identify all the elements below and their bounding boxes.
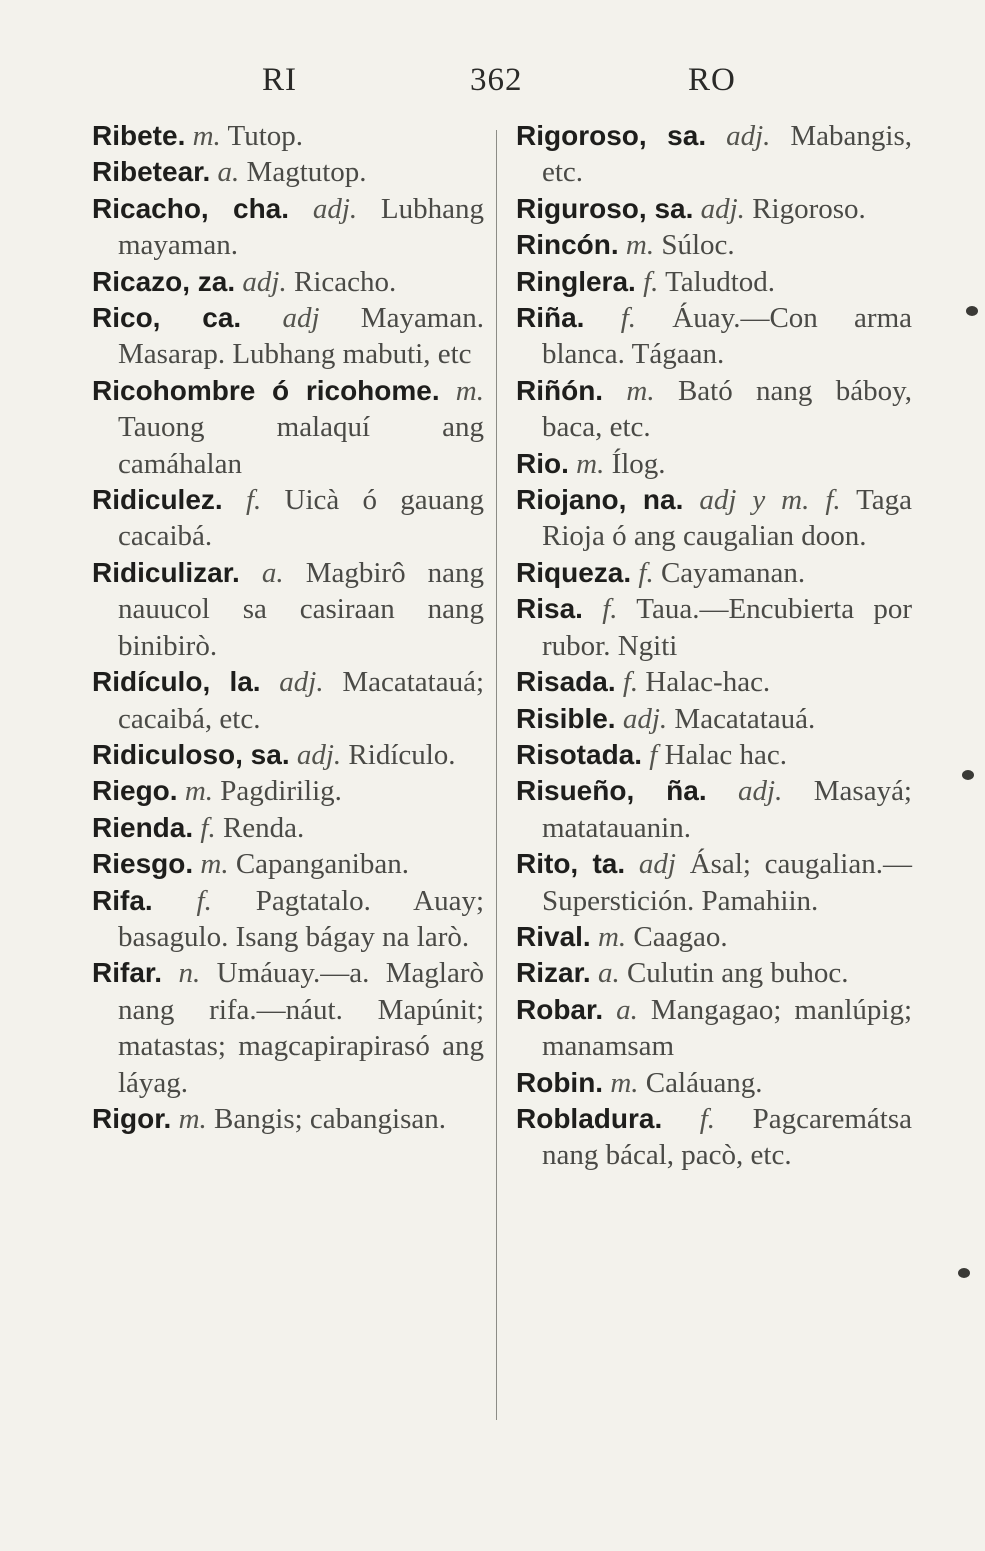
definition: Halac hac. (664, 738, 787, 771)
grammar-label: adj. (700, 192, 745, 225)
grammar-label: f. (699, 1102, 716, 1135)
headword: Ridiculoso, sa. (92, 738, 290, 770)
dictionary-entry (516, 846, 912, 919)
headword: Rigor. (92, 1102, 172, 1134)
dictionary-entry (516, 919, 912, 955)
dictionary-entry (516, 1065, 912, 1101)
margin-speck (966, 306, 978, 316)
definition: Pagcaremátsa nang bácal, pacò, etc. (542, 1102, 912, 1172)
definition: Pagtatalo. Auay; basagulo. Isang bágay na larò. (118, 884, 485, 953)
definition: Ásal; caugalian.—Superstición. Pamahiin. (542, 848, 912, 917)
headword: Ricacho, cha. (92, 192, 290, 224)
definition: Ricacho. (293, 265, 397, 298)
dictionary-entry (92, 300, 484, 373)
grammar-label: f (649, 738, 658, 771)
page-header (0, 62, 985, 112)
grammar-label: m. (192, 120, 221, 152)
grammar-label: adj y m. f. (699, 484, 841, 517)
headword: Rito, ta. (516, 848, 626, 880)
definition: Capanganiban. (235, 848, 409, 881)
headword: Rienda. (92, 811, 194, 843)
definition: Macatatauá. (674, 702, 816, 735)
dictionary-entry (92, 154, 484, 190)
definition: Taga Rioja ó ang caugalian doon. (542, 484, 912, 553)
definition: Bató nang báboy, baca, etc. (542, 374, 912, 444)
dictionary-entry (92, 737, 484, 773)
grammar-label: a. (217, 156, 240, 189)
definition: Ridículo. (348, 738, 456, 771)
definition: Lubhang mayaman. (118, 192, 485, 262)
dictionary-entry (516, 555, 912, 591)
dictionary-entry (92, 846, 484, 882)
grammar-label: adj (282, 302, 320, 335)
grammar-label: m. (184, 775, 214, 808)
dictionary-entry (516, 446, 912, 482)
grammar-label: adj. (242, 265, 287, 298)
definition: Uicà ó gauang cacaibá. (118, 484, 484, 553)
headword: Riñón. (516, 374, 604, 406)
headword: Ridiculez. (92, 484, 223, 516)
dictionary-entry (516, 191, 912, 227)
grammar-label: m. (626, 374, 655, 407)
headword: Rincón. (516, 229, 619, 261)
definition: Tutop. (227, 120, 304, 152)
grammar-label: m. (178, 1102, 207, 1135)
grammar-label: f. (643, 265, 659, 298)
margin-speck (958, 1268, 970, 1278)
headword: Robin. (516, 1066, 604, 1098)
headword: Rio. (516, 447, 569, 479)
grammar-label: adj. (279, 666, 324, 699)
definition: Mabangis, etc. (542, 120, 913, 189)
dictionary-entry (92, 555, 484, 664)
headword: Ribete. (92, 120, 186, 151)
dictionary-entry (516, 664, 912, 700)
grammar-label: f. (245, 484, 262, 517)
definition: Pagdirilig. (220, 775, 342, 808)
dictionary-entry (516, 955, 912, 991)
definition: Caagao. (633, 920, 728, 953)
dictionary-entry (516, 737, 912, 773)
dictionary-entry (516, 227, 912, 263)
headword: Rifar. (92, 957, 163, 989)
definition: Áuay.—Con arma blanca. Tágaan. (542, 302, 913, 371)
headword: Rival. (516, 920, 591, 952)
dictionary-entry (92, 810, 484, 846)
headword: Rigoroso, sa. (516, 120, 707, 151)
headword: Ridiculizar. (92, 556, 240, 588)
definition: Umáuay.—a. Maglarò nang rifa.—náut. Mapúnit; matastas; magcapirapirasó ang láyag. (118, 957, 485, 1099)
headword: Riña. (516, 302, 585, 334)
headword: Risueño, ña. (516, 775, 707, 807)
headword: Ricazo, za. (92, 265, 236, 297)
dictionary-entry (516, 300, 912, 373)
definition: Halac-hac. (645, 666, 771, 699)
definition: Mangagao; manlúpig; manamsam (542, 993, 912, 1063)
guide-word-right: RO (688, 62, 736, 98)
grammar-label: n. (178, 957, 201, 990)
headword: Ricohombre ó ricohome. (92, 374, 440, 406)
headword: Riesgo. (92, 848, 194, 880)
definition: Mayaman. Masarap. Lubhang mabuti, etc (118, 302, 484, 371)
headword: Robar. (516, 993, 604, 1025)
headword: Ringlera. (516, 265, 636, 297)
headword: Robladura. (516, 1102, 663, 1134)
definition: Súloc. (661, 229, 735, 262)
dictionary-entry (516, 373, 912, 446)
definition: Taludtod. (665, 265, 776, 298)
left-column (92, 118, 484, 1137)
definition: Tauong malaquí ang camáhalan (118, 411, 484, 480)
headword: Riego. (92, 775, 178, 807)
grammar-label: m. (597, 920, 627, 953)
definition: Bangis; cabangisan. (214, 1102, 446, 1135)
definition: Cayamanan. (660, 556, 806, 589)
headword: Riqueza. (516, 556, 632, 588)
definition: Culutin ang buhoc. (626, 957, 849, 990)
definition: Magbirô nang nauucol sa casiraan nang binibirò. (118, 556, 485, 662)
definition: Macatatauá; cacaibá, etc. (118, 666, 484, 735)
dictionary-entry (92, 373, 484, 482)
dictionary-entry (92, 118, 484, 154)
definition: Rigoroso. (752, 192, 866, 225)
headword: Rizar. (516, 957, 591, 989)
dictionary-entry (516, 118, 912, 191)
grammar-label: f. (200, 811, 216, 844)
grammar-label: adj. (296, 738, 342, 771)
dictionary-entry (92, 664, 484, 737)
grammar-label: a. (597, 957, 620, 990)
headword: Ridículo, la. (92, 666, 261, 698)
definition: Ílog. (611, 447, 666, 480)
guide-word-left: RI (262, 62, 297, 98)
grammar-label: adj. (312, 192, 358, 225)
headword: Rifa. (92, 884, 153, 916)
headword: Risada. (516, 666, 616, 698)
definition: Caláuang. (645, 1066, 763, 1099)
dictionary-entry (92, 482, 484, 555)
dictionary-entry (516, 264, 912, 300)
dictionary-entry (92, 883, 484, 956)
headword: Ribetear. (92, 156, 211, 188)
dictionary-entry (92, 191, 484, 264)
grammar-label: f. (620, 302, 637, 335)
grammar-label: m. (625, 229, 655, 262)
headword: Riojano, na. (516, 484, 684, 516)
grammar-label: adj. (738, 775, 783, 808)
grammar-label: f. (196, 884, 212, 917)
dictionary-entry (516, 773, 912, 846)
grammar-label: adj. (726, 120, 771, 152)
grammar-label: adj. (622, 702, 668, 735)
definition: Magtutop. (246, 156, 367, 189)
definition: Taua.—Encubierta por rubor. Ngiti (542, 593, 912, 662)
grammar-label: adj (638, 848, 676, 881)
grammar-label: a. (261, 556, 284, 589)
grammar-label: f. (638, 556, 654, 589)
grammar-label: m. (610, 1066, 639, 1099)
headword: Risotada. (516, 738, 643, 770)
dictionary-entry (92, 773, 484, 809)
headword: Riguroso, sa. (516, 192, 694, 224)
grammar-label: m. (576, 447, 605, 480)
grammar-label: a. (616, 993, 638, 1026)
headword: Risible. (516, 702, 616, 734)
dictionary-entry (92, 264, 484, 300)
grammar-label: f. (622, 666, 639, 699)
dictionary-entry (516, 591, 912, 664)
dictionary-entry (516, 992, 912, 1065)
definition: Masayá; matatauanin. (542, 775, 912, 844)
grammar-label: f. (602, 593, 618, 626)
headword: Risa. (516, 593, 583, 625)
grammar-label: m. (200, 848, 229, 881)
page-number: 362 (470, 62, 523, 98)
right-column (516, 118, 912, 1174)
dictionary-entry (92, 955, 484, 1101)
dictionary-entry (516, 482, 912, 555)
column-divider (496, 130, 497, 1420)
definition: Renda. (222, 811, 305, 844)
dictionary-entry (516, 1101, 912, 1174)
dictionary-entry (92, 1101, 484, 1137)
grammar-label: m. (455, 374, 484, 407)
dictionary-entry (516, 701, 912, 737)
headword: Rico, ca. (92, 302, 242, 334)
margin-speck (962, 770, 974, 780)
